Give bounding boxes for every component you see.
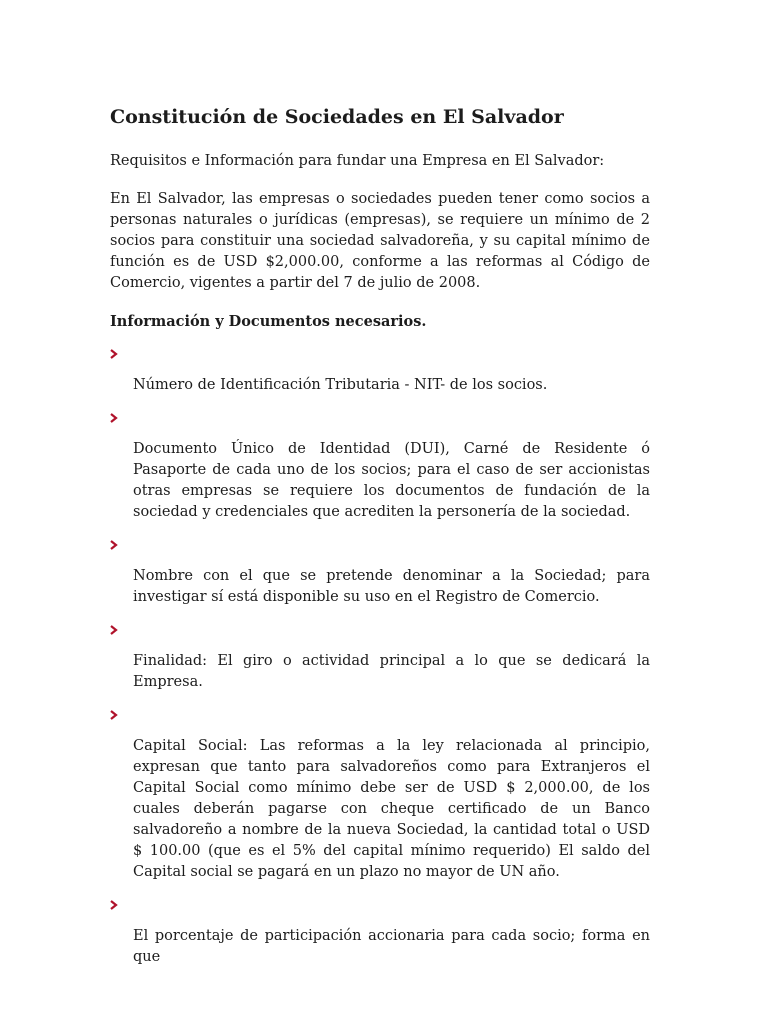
- list-item-text: Número de Identificación Tributaria - NIT- de los socios.: [133, 377, 548, 393]
- subtitle: Requisitos e Información para fundar una Empresa en El Salvador:: [110, 153, 605, 169]
- page-title: Constitución de Sociedades en El Salvador: [110, 106, 564, 128]
- chevron-right-icon: [110, 710, 650, 722]
- section-heading: Información y Documentos necesarios.: [110, 313, 427, 330]
- list-item: [110, 900, 650, 968]
- list-item-text: Finalidad: El giro o actividad principal a lo que se dedicará la Empresa.: [133, 653, 650, 690]
- chevron-right-icon: [110, 349, 650, 361]
- list-item-text: El porcentaje de participación accionaria para cada socio; forma en que: [133, 928, 650, 965]
- list-item-text: Nombre con el que se pretende denominar a la Sociedad; para investigar sí está disponible su uso en el Registro de Comercio.: [133, 568, 650, 605]
- chevron-right-icon: [110, 413, 650, 425]
- list-item-text: Capital Social: Las reformas a la ley relacionada al principio, expresan que tanto para salvadoreños como para Extranjeros el Capital Social como mínimo debe ser de USD $ 2,000.00, de los cuales deberán pagarse con cheque certificado de un Banco salvadoreño a nombre de la nueva Sociedad, la cantidad total o USD $ 100.00 (que es el 5% del capital mínimo requerido) El saldo del Capital social se pagará en un plazo no mayor de UN año.: [133, 738, 650, 880]
- chevron-right-icon: [110, 625, 650, 637]
- list-item-text: Documento Único de Identidad (DUI), Carné de Residente ó Pasaporte de cada uno de los socios; para el caso de ser accionistas otras empresas se requiere los documentos de fundación de la sociedad y credenciales que acrediten la personería de la sociedad.: [133, 441, 650, 520]
- list-item: [110, 540, 650, 608]
- list-item: [110, 413, 650, 523]
- chevron-right-icon: [110, 900, 650, 912]
- list-item: [110, 710, 650, 883]
- list-item: [110, 349, 650, 396]
- intro-paragraph: En El Salvador, las empresas o sociedades pueden tener como socios a personas naturales o jurídicas (empresas), se requiere un mínimo de 2 socios para constituir una sociedad salvadoreña, y su capital mínimo de función es de USD $2,000.00, conforme a las reformas al Código de Comercio, vigentes a partir del 7 de julio de 2008.: [110, 191, 650, 291]
- list-item: [110, 625, 650, 693]
- document-page: [110, 104, 650, 985]
- chevron-right-icon: [110, 540, 650, 552]
- requirements-list: [110, 349, 650, 968]
